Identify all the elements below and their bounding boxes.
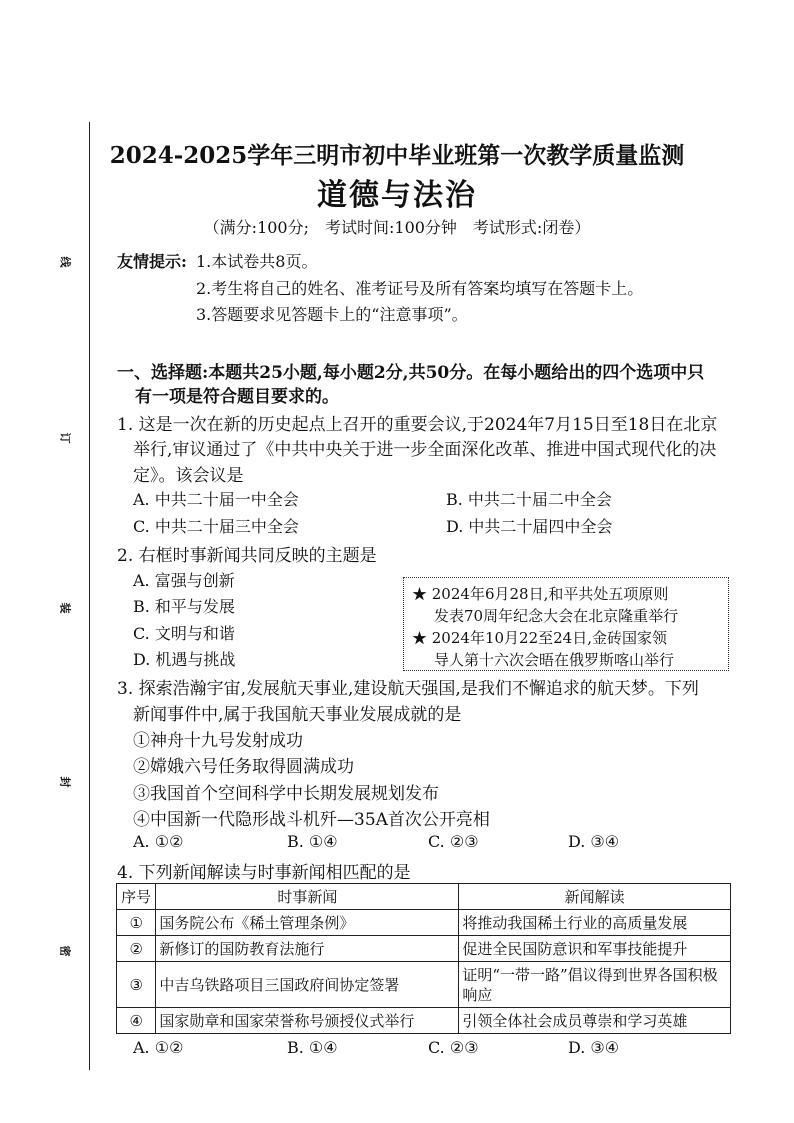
q4-option-c: C. ②③ [428,1038,479,1057]
binding-mark-zhuang: 装 [58,602,72,614]
table-row [117,962,731,1008]
q3-option-b: B. ①④ [287,832,338,851]
q3-option-c: C. ②③ [428,832,479,851]
q4-stem: 4. 下列新闻解读与时事新闻相匹配的是 [117,863,411,883]
table-header-news: 时事新闻 [156,884,459,910]
row-num: ③ [117,962,156,1008]
q4-option-a: A. ①② [133,1038,184,1057]
table-row [117,910,731,936]
binding-mark-ding: 订 [58,432,72,444]
exam-info: （满分:100分; 考试时间:100分钟 考试形式:闭卷） [203,218,591,237]
q1-option-a: A. 中共二十届一中全会 [133,490,299,509]
row-news: 中吉乌铁路项目三国政府间协定签署 [156,962,459,1008]
binding-mark-mi: 密 [58,945,72,957]
q3-item: ④中国新一代隐形战斗机歼—35A首次公开亮相 [133,810,490,830]
table-row [117,1008,731,1034]
table-header-num: 序号 [117,884,156,910]
q3-item: ①神舟十九号发射成功 [133,731,303,751]
news-item-cont: 发表70周年纪念大会在北京隆重举行 [434,607,679,625]
news-box [403,577,729,671]
tips-label: 友情提示: [117,252,187,271]
q3-item: ③我国首个空间科学中长期发展规划发布 [133,784,439,804]
binding-line [89,122,90,1070]
row-news: 国务院公布《稀土管理条例》 [156,910,459,936]
binding-mark-xian: 线 [58,256,72,268]
section-heading: 一、选择题:本题共25小题,每小题2分,共50分。在每小题给出的四个选项中只 [117,363,705,383]
q4-option-d: D. ③④ [568,1038,620,1057]
news-item: ★ 2024年6月28日,和平共处五项原则 [412,585,669,603]
q2-stem: 2. 右框时事新闻共同反映的主题是 [117,546,377,566]
q3-stem-cont: 新闻事件中,属于我国航天事业发展成就的是 [133,705,462,725]
row-read: 证明“一带一路”倡议得到世界各国积极响应 [459,962,731,1008]
q1-stem: 1. 这是一次在新的历史起点上召开的重要会议,于2024年7月15日至18日在北京 [117,415,718,435]
q4-option-b: B. ①④ [287,1038,338,1057]
q1-option-d: D. 中共二十届四中全会 [446,517,613,536]
q1-option-c: C. 中共二十届三中全会 [133,517,299,536]
subject-title: 道德与法治 [317,178,477,213]
row-num: ① [117,910,156,936]
q3-option-d: D. ③④ [568,832,620,851]
binding-mark-feng: 封 [58,776,72,788]
tip-item: 2.考生将自己的姓名、准考证号及所有答案均填写在答题卡上。 [196,279,644,298]
q3-option-a: A. ①② [133,832,184,851]
exam-title: 2024-2025学年三明市初中毕业班第一次教学质量监测 [109,142,685,169]
q3-item: ②嫦娥六号任务取得圆满成功 [133,757,354,777]
q4-table [116,883,731,1034]
row-news: 国家勋章和国家荣誉称号颁授仪式举行 [156,1008,459,1034]
table-header-row [117,884,731,910]
row-news: 新修订的国防教育法施行 [156,936,459,962]
news-item-cont: 导人第十六次会晤在俄罗斯喀山举行 [434,651,675,669]
row-read: 引领全体社会成员尊崇和学习英雄 [459,1008,731,1034]
tip-item: 3.答题要求见答题卡上的“注意事项”。 [196,305,468,324]
table-row [117,936,731,962]
tip-item: 1.本试卷共8页。 [196,252,318,271]
q1-option-b: B. 中共二十届二中全会 [446,490,612,509]
row-read: 促进全民国防意识和军事技能提升 [459,936,731,962]
q1-stem-cont: 定》。该会议是 [133,466,244,486]
q2-option-c: C. 文明与和谐 [133,624,235,643]
q1-stem-cont: 举行,审议通过了《中共中央关于进一步全面深化改革、推进中国式现代化的决 [133,440,717,460]
news-item: ★ 2024年10月22至24日,金砖国家领 [412,629,667,647]
q2-option-d: D. 机遇与挑战 [133,650,236,669]
q2-option-b: B. 和平与发展 [133,597,235,616]
row-read: 将推动我国稀土行业的高质量发展 [459,910,731,936]
table-header-read: 新闻解读 [459,884,731,910]
section-heading-cont: 有一项是符合题目要求的。 [135,387,339,407]
row-num: ④ [117,1008,156,1034]
q2-option-a: A. 富强与创新 [133,571,235,590]
q3-stem: 3. 探索浩瀚宇宙,发展航天事业,建设航天强国,是我们不懈追求的航天梦。下列 [117,679,699,699]
row-num: ② [117,936,156,962]
